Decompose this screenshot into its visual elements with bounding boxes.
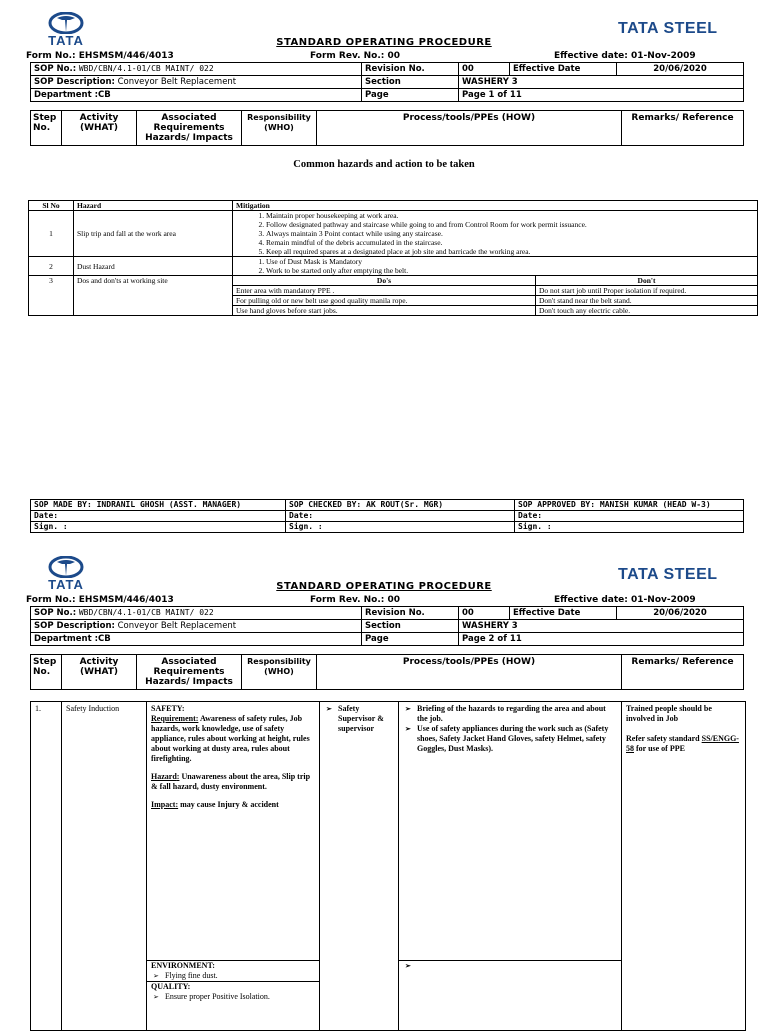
hazard-col-mitigation: Mitigation — [233, 201, 758, 211]
col-activity: Activity (WHAT) — [62, 655, 137, 690]
sop-header-table — [30, 62, 744, 102]
donts-item: Don't touch any electric cable. — [536, 306, 758, 316]
form-no: Form No.: EHSMSM/446/4013 — [26, 51, 174, 61]
col-process: Process/tools/PPEs (HOW) — [317, 111, 622, 146]
safety-label: SAFETY — [151, 704, 182, 713]
col-responsibility: Responsibility (WHO) — [242, 111, 317, 146]
environment-label: ENVIRONMENT — [151, 961, 213, 970]
tata-steel-logo: TATA STEEL — [618, 566, 718, 583]
quality-item: ➢ Ensure proper Positive Isolation. — [165, 992, 315, 1002]
sop-no-cell: SOP No.: WBD/CBN/4.1-01/CB MAINT/ 022 — [31, 63, 362, 76]
col-remarks: Remarks/ Reference — [622, 111, 744, 146]
page-number: Page 1 of 11 — [459, 89, 744, 102]
mitigation-item: 2. Follow designated pathway and staircase while going to and from Control Room for work permit issuance. — [266, 220, 754, 229]
impact-label: Impact — [151, 800, 176, 809]
requirement-text: Awareness of safety rules, Job hazards, work knowledge, use of safety appliance, rules about working at height, rules about working at dusty area, rules about firefighting. — [151, 714, 310, 763]
page-title: STANDARD OPERATING PROCEDURE — [276, 581, 492, 592]
tata-wordmark: TATA — [48, 577, 84, 592]
hazard-row — [29, 257, 758, 276]
hazard-name: Dust Hazard — [74, 257, 233, 276]
donts-item: Don't stand near the belt stand. — [536, 296, 758, 306]
hazard-no: 3 — [29, 276, 74, 316]
tata-emblem-icon — [48, 12, 84, 34]
signoff-table — [30, 499, 744, 533]
mitigation-item: 4. Remain mindful of the debris accumulated in the staircase. — [266, 238, 754, 247]
tata-emblem-icon — [48, 556, 84, 578]
hazard-name: Dos and don'ts at working site — [74, 276, 233, 316]
step-number: 1. — [31, 702, 62, 1031]
revision-value: 00 — [459, 63, 510, 76]
hazard-col-slno: Sl No — [29, 201, 74, 211]
department: Department :CB — [31, 89, 362, 102]
hazards-table — [28, 200, 758, 316]
col-process: Process/tools/PPEs (HOW) — [317, 655, 622, 690]
form-no: Form No.: EHSMSM/446/4013 — [26, 595, 174, 605]
mitigation-list — [233, 211, 758, 257]
hazard-no: 1 — [29, 211, 74, 257]
mitigation-item: 5. Keep all required spares at a designated place at job site and barricade the working area. — [266, 247, 754, 256]
process-item: ➢ Use of safety appliances during the work such as (Safety shoes, Safety Jacket Hand Gloves, safety Helmet, safety Goggles, Dust Masks). — [417, 724, 617, 754]
mitigation-item: 3. Always maintain 3 Point contact while using any staircase. — [266, 229, 754, 238]
revision-label: Revision No. — [362, 607, 459, 620]
col-remarks: Remarks/ Reference — [622, 655, 744, 690]
mitigation-item: 2. Work to be started only after emptying the belt. — [266, 266, 754, 275]
section-label: Section — [362, 620, 459, 633]
step-table — [30, 701, 746, 1031]
hazard-text: Unawareness about the area, Slip trip & fall hazard, dusty environment. — [151, 772, 311, 791]
section-value: WASHERY 3 — [459, 620, 744, 633]
date-field: Date: — [286, 511, 515, 522]
revision-value: 00 — [459, 607, 510, 620]
made-by: SOP MADE BY: INDRANIL GHOSH (ASST. MANAGER) — [31, 500, 286, 511]
effective-date-top: Effective date: 01-Nov-2009 — [554, 595, 696, 605]
col-requirements: Associated Requirements Hazards/ Impacts — [137, 111, 242, 146]
impact-text: may cause Injury & accident — [180, 800, 279, 809]
mitigation-list — [233, 257, 758, 276]
date-field: Date: — [515, 511, 744, 522]
hazard-col-hazard: Hazard — [74, 201, 233, 211]
sop-header-table — [30, 606, 744, 646]
page-number: Page 2 of 11 — [459, 633, 744, 646]
col-activity: Activity (WHAT) — [62, 111, 137, 146]
mitigation-item: 1. Use of Dust Mask is Mandatory — [266, 257, 754, 266]
responsibility-item: ➢ Safety Supervisor & supervisor — [338, 704, 394, 734]
mitigation-item: 1. Maintain proper housekeeping at work area. — [266, 211, 754, 220]
hazard-name: Slip trip and fall at the work area — [74, 211, 233, 257]
step-responsibility — [320, 702, 399, 1031]
dos-header: Do's — [233, 276, 536, 286]
dos-item: Enter area with mandatory PPE . — [233, 286, 536, 296]
step-requirements: SAFETY: Requirement: Awareness of safety rules, Job hazards, work knowledge, use of safety appliance, rules about working at height, rules about working at dusty area, rules about firefighting. Hazard: Unawareness about the area, Slip trip & fall hazard, dusty environment. Impact: may cause Injury & accident ENVIRONMENT: ➢ Flying fine dust. QUALITY: ➢ Ensure proper Positive Isolation. — [147, 702, 320, 1031]
effective-label: Effective Date — [510, 607, 617, 620]
hazard-row — [29, 211, 758, 257]
remarks-trained: Trained people should be involved in Job — [626, 704, 712, 723]
page-label: Page — [362, 89, 459, 102]
sign-field: Sign. : — [31, 522, 286, 533]
quality-label: QUALITY — [151, 982, 188, 991]
donts-item: Do not start job until Proper isolation if required. — [536, 286, 758, 296]
col-responsibility: Responsibility (WHO) — [242, 655, 317, 690]
effective-value: 20/06/2020 — [617, 63, 744, 76]
checked-by: SOP CHECKED BY: AK ROUT(Sr. MGR) — [286, 500, 515, 511]
col-step: Step No. — [31, 655, 62, 690]
environment-item: ➢ Flying fine dust. — [165, 971, 315, 981]
revision-label: Revision No. — [362, 63, 459, 76]
dos-item: For pulling old or new belt use good quality manila rope. — [233, 296, 536, 306]
effective-label: Effective Date — [510, 63, 617, 76]
effective-date-top: Effective date: 01-Nov-2009 — [554, 51, 696, 61]
page-label: Page — [362, 633, 459, 646]
hazard-no: 2 — [29, 257, 74, 276]
date-field: Date: — [31, 511, 286, 522]
page-title: STANDARD OPERATING PROCEDURE — [276, 37, 492, 48]
tata-wordmark: TATA — [48, 33, 84, 48]
sign-field: Sign. : — [515, 522, 744, 533]
step-activity: Safety Induction — [62, 702, 147, 1031]
column-header-table — [30, 110, 744, 146]
col-requirements: Associated Requirements Hazards/ Impacts — [137, 655, 242, 690]
step-row — [31, 702, 746, 1031]
step-remarks — [622, 702, 746, 1031]
remarks-reference: Refer safety standard SS/ENGG-58 for use of PPE — [626, 734, 739, 753]
hazards-title: Common hazards and action to be taken — [293, 159, 475, 170]
hazard-row — [29, 276, 758, 286]
form-rev: Form Rev. No.: 00 — [310, 51, 401, 61]
sign-field: Sign. : — [286, 522, 515, 533]
effective-value: 20/06/2020 — [617, 607, 744, 620]
tata-steel-logo: TATA STEEL — [618, 20, 718, 37]
form-rev: Form Rev. No.: 00 — [310, 595, 401, 605]
hazard-label: Hazard — [151, 772, 177, 781]
donts-header: Don't — [536, 276, 758, 286]
department: Department :CB — [31, 633, 362, 646]
sop-no-cell: SOP No.: WBD/CBN/4.1-01/CB MAINT/ 022 — [31, 607, 362, 620]
sop-desc-cell: SOP Description: Conveyor Belt Replacement — [31, 76, 362, 89]
section-value: WASHERY 3 — [459, 76, 744, 89]
col-step: Step No. — [31, 111, 62, 146]
requirement-label: Requirement: — [151, 714, 199, 723]
dos-item: Use hand gloves before start jobs. — [233, 306, 536, 316]
sop-desc-cell: SOP Description: Conveyor Belt Replacement — [31, 620, 362, 633]
process-item: ➢ Briefing of the hazards to regarding the area and about the job. — [417, 704, 617, 724]
column-header-table — [30, 654, 744, 690]
approved-by: SOP APPROVED BY: MANISH KUMAR (HEAD W-3) — [515, 500, 744, 511]
step-process — [399, 702, 622, 1031]
section-label: Section — [362, 76, 459, 89]
